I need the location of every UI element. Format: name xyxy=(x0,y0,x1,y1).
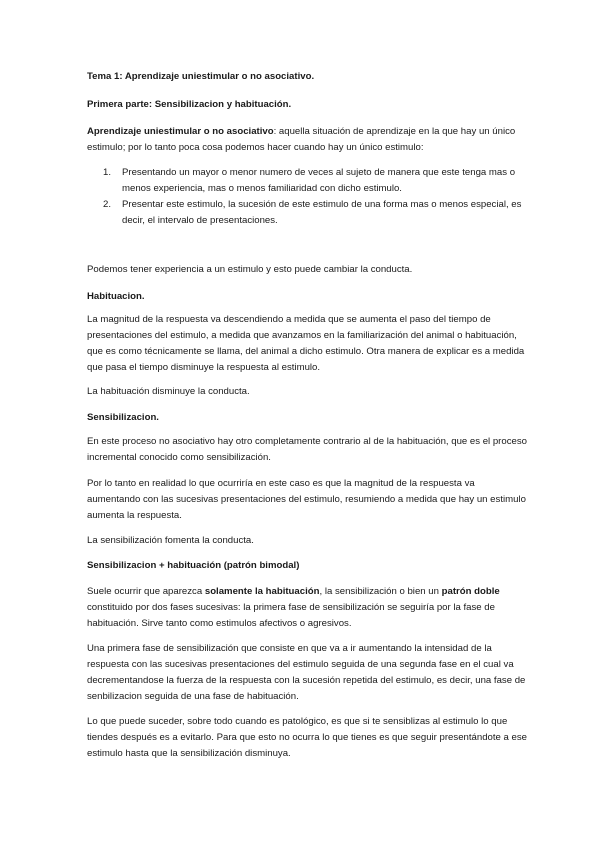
sensitization-paragraph-2: Por lo tanto en realidad lo que ocurriría en este caso es que la magnitud de la respuesta va aumentando con las sucesivas presentaciones del estimulo, resumiendo a medida que hay un estimulo aumenta la respuesta. xyxy=(87,478,526,521)
bimodal-paragraph-2: Una primera fase de sensibilización que consiste en que va a ir aumentando la intensidad de la respuesta con las sucesivas presentaciones del estimulo seguida de una segunda fase en el cual va decrementandose la fuerza de la respuesta con la sucesión repetida del estimulo, es decir, una fase de senbilizacion seguida de una fase de habituación. xyxy=(87,643,526,702)
list-item-number: 1. xyxy=(103,167,112,178)
sensitization-summary: La sensibilización fomenta la conducta. xyxy=(87,535,254,546)
list-item-number: 2. xyxy=(103,199,112,210)
title-rest: : Aprendizaje uniestimular o no asociativo. xyxy=(119,71,315,82)
part-heading: Primera parte: Sensibilizacion y habituación. xyxy=(87,99,292,110)
habituation-summary: La habituación disminuye la conducta. xyxy=(87,386,250,397)
bimodal-p1-text-c: , la sensibilización o bien un xyxy=(319,586,442,597)
habituation-heading: Habituacion. xyxy=(87,291,145,302)
bimodal-p1-text-e: constituido por dos fases sucesivas: la primera fase de sensibilización se seguiría por la fase de habituación. Sirve tanto como estimulos afectivos o agresivos. xyxy=(87,602,495,629)
bimodal-heading: Sensibilizacion + habituación (patrón bimodal) xyxy=(87,560,300,571)
experience-line: Podemos tener experiencia a un estimulo y esto puede cambiar la conducta. xyxy=(87,264,413,275)
definition-text: : aquella situación de aprendizaje en la que hay un único estimulo; por lo tanto poca cosa podemos hacer cuando hay un único estimulo: xyxy=(87,126,516,153)
sensitization-heading: Sensibilizacion. xyxy=(87,412,159,423)
document-title xyxy=(87,69,527,85)
bimodal-p1-emphasis-habituation: solamente la habituación xyxy=(204,586,320,597)
bimodal-paragraph-1 xyxy=(87,584,527,632)
bimodal-p1-text-a: Suele ocurrir que aparezca xyxy=(87,586,205,597)
list-item-text: Presentar este estimulo, la sucesión de este estimulo de una forma mas o menos especial, es decir, el intervalo de presentaciones. xyxy=(122,199,522,226)
bimodal-p1-emphasis-double-pattern: patrón doble xyxy=(441,586,500,597)
list-item-text: Presentando un mayor o menor numero de veces al sujeto de manera que este tenga mas o menos experiencia, mas o menos familiaridad con dicho estimulo. xyxy=(122,167,516,194)
definition-paragraph xyxy=(87,124,527,156)
title-prefix: Tema 1 xyxy=(87,71,120,82)
habituation-paragraph: La magnitud de la respuesta va descendiendo a medida que se aumenta el paso del tiempo de presentaciones del estimulo, a medida que avanzamos en la familiarización del animal o habituación, que es como técnicamente se llama, del animal a dicho estimulo. Otra manera de explicar es a medida que pasa el tiempo disminuye la respuesta al estimulo. xyxy=(87,314,525,373)
sensitization-paragraph-1: En este proceso no asociativo hay otro completamente contrario al de la habituación, que es el proceso incremental conocido como sensibilización. xyxy=(87,436,527,463)
bimodal-paragraph-3: Lo que puede suceder, sobre todo cuando es patológico, es que si te sensiblizas al estimulo lo que tiendes después es a evitarlo. Para que esto no ocurra lo que tienes es que seguir presentándote a ese estimulo hasta que la sensibilización disminuya. xyxy=(87,716,528,759)
definition-term: Aprendizaje uniestimular o no asociativo xyxy=(87,126,274,137)
